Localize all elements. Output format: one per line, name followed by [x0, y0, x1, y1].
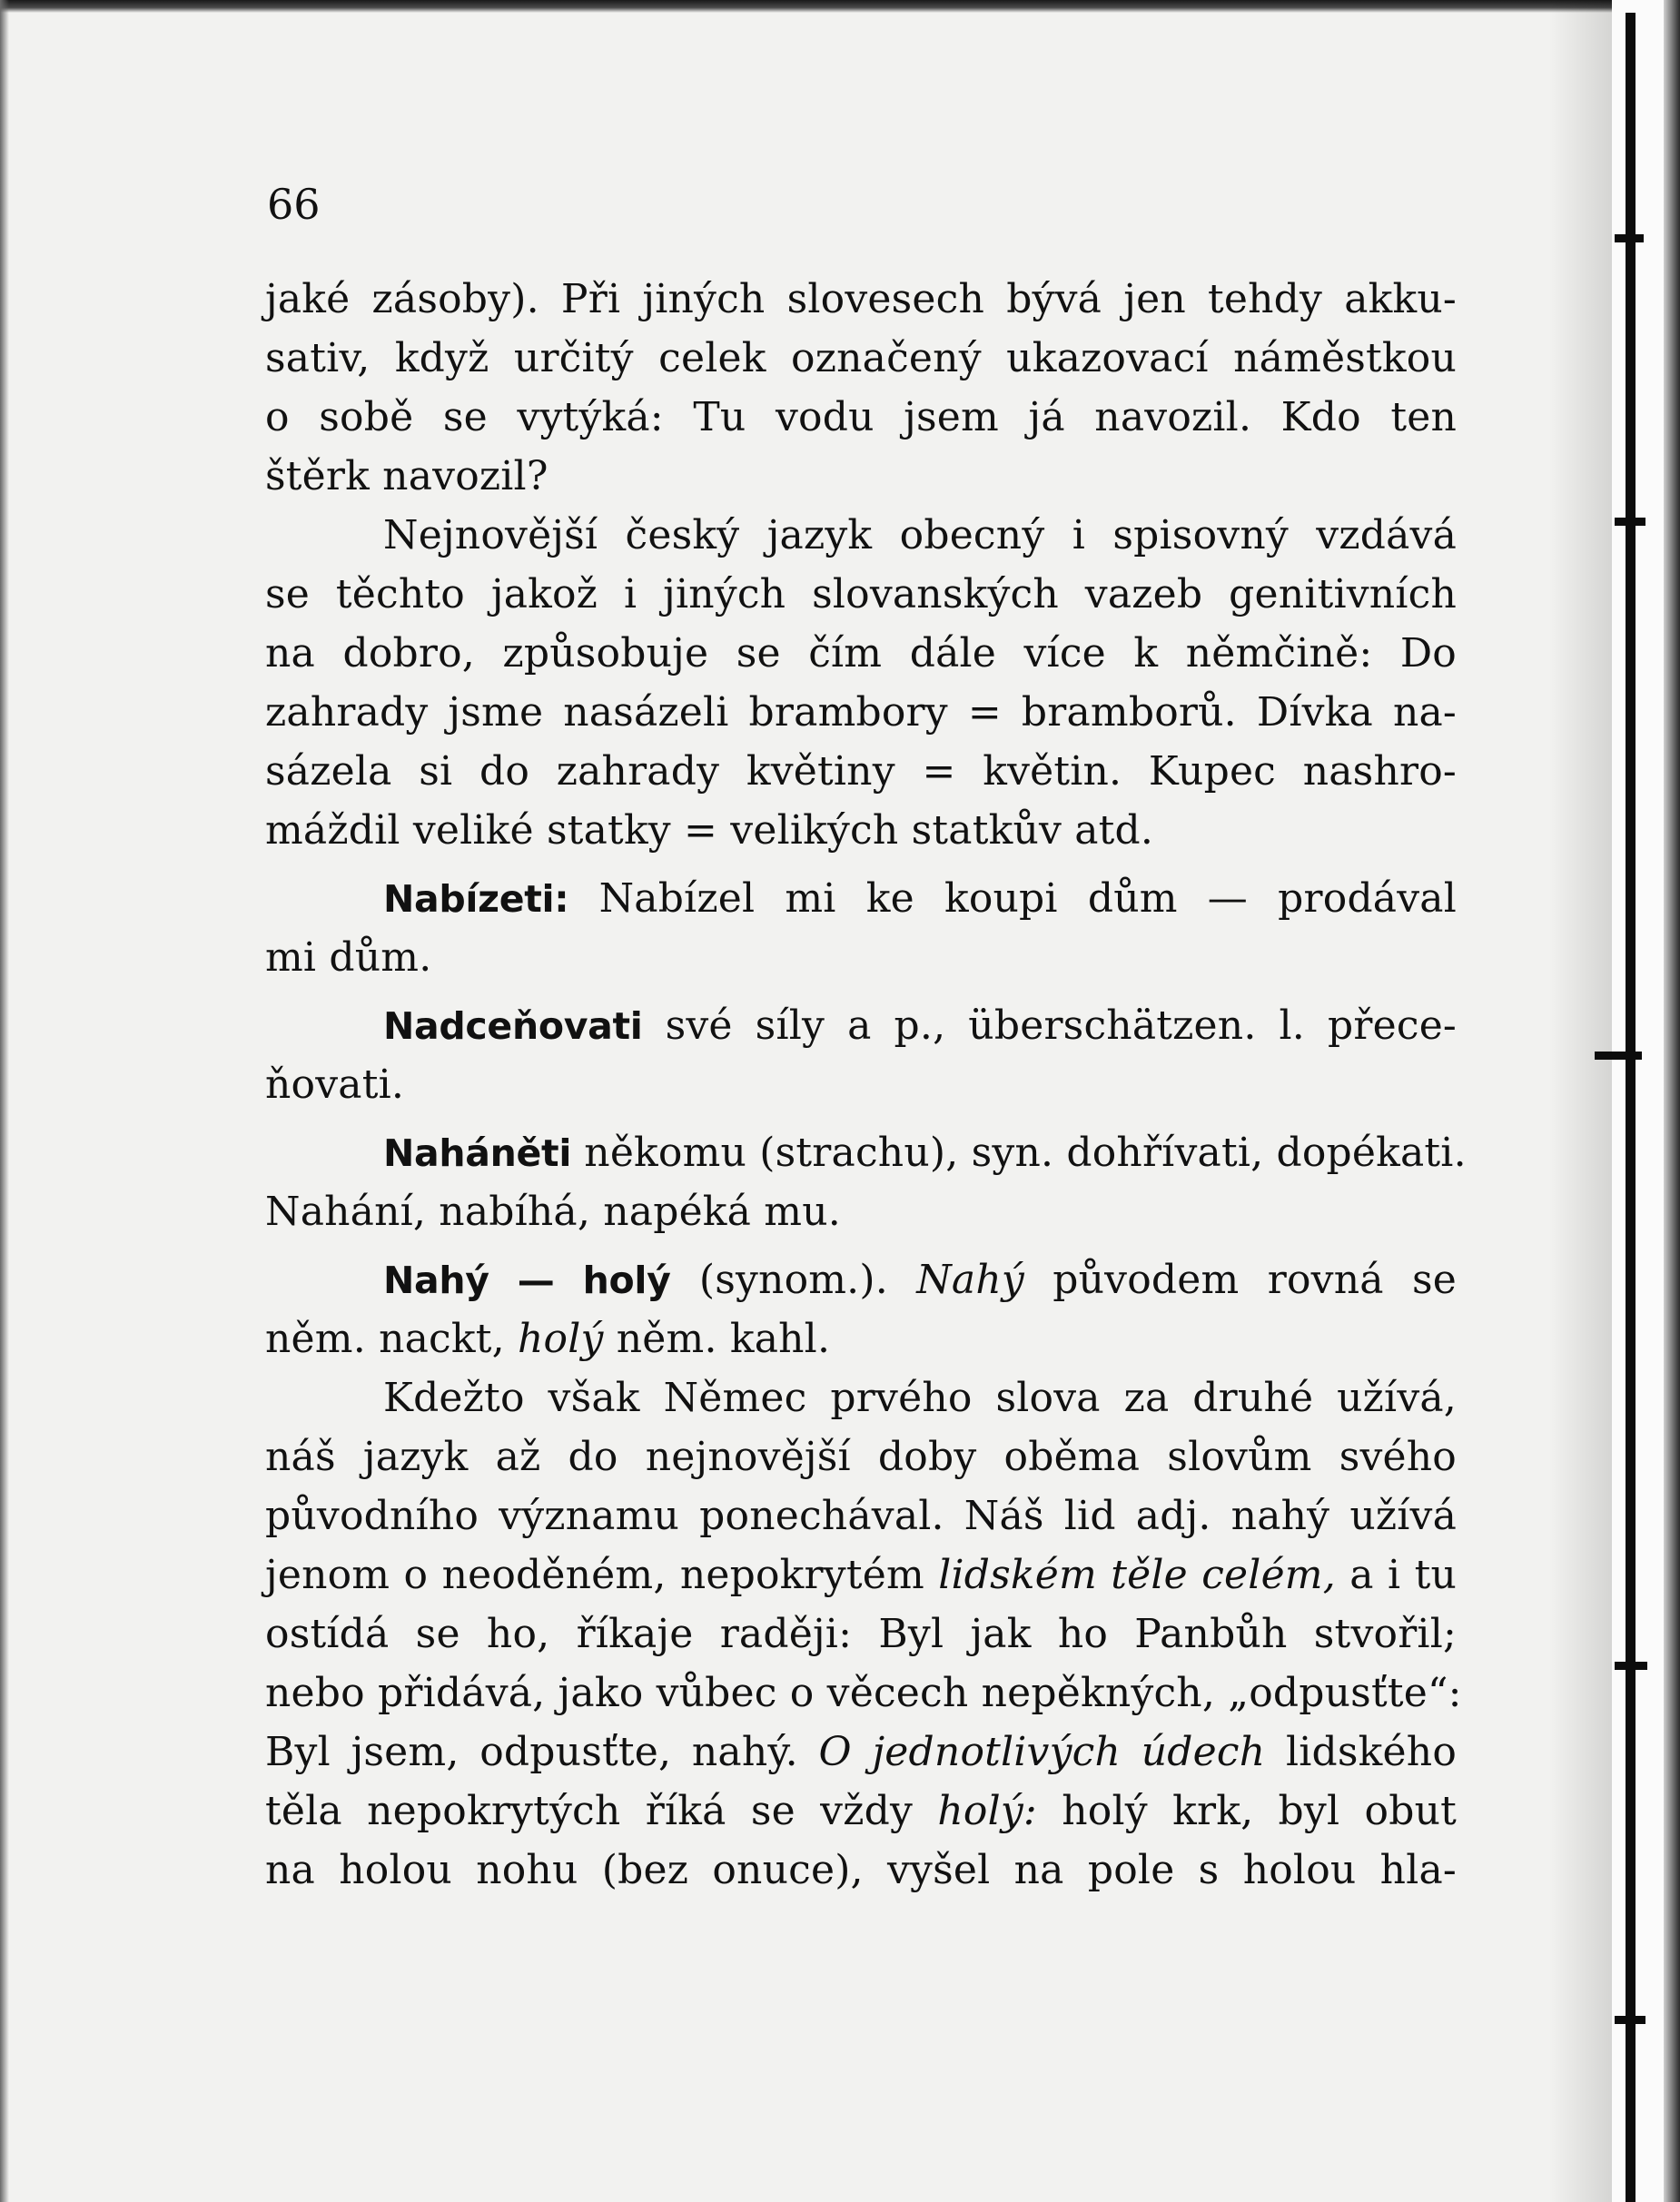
binding-tick — [1615, 2016, 1645, 2024]
text-line — [265, 447, 1457, 506]
line-text: holý krk, byl obut — [1062, 1788, 1458, 1834]
line-text: Byl jsem, odpusťte, nahý. — [265, 1729, 798, 1775]
entry-headword: Naháněti — [383, 1131, 572, 1175]
line-text: na dobro, způsobuje se čím dále více k němčině: Do — [265, 630, 1457, 676]
text-line — [265, 506, 1457, 565]
line-text: někomu (strachu), syn. dohřívati, dopékati. — [584, 1130, 1467, 1176]
dictionary-entry-nadcenovati — [265, 996, 1457, 1055]
line-text: na holou nohu (bez onuce), vyšel na pole s holou hla- — [265, 1847, 1457, 1893]
gutter-shadow — [1548, 0, 1612, 2202]
line-text: štěrk navozil? — [265, 453, 548, 499]
text-line — [265, 624, 1457, 683]
text-line — [265, 1427, 1457, 1486]
binding-tick — [1615, 234, 1644, 242]
text-line — [265, 1182, 1457, 1241]
binding-tick — [1615, 1662, 1647, 1670]
dictionary-entry-nahy-holy — [265, 1250, 1457, 1309]
line-text: náš jazyk až do nejnovější doby oběma slovům svého — [265, 1434, 1457, 1480]
text-line — [265, 1605, 1457, 1664]
binding-tick — [1615, 518, 1645, 526]
italic-term: holý: — [937, 1788, 1037, 1834]
text-line — [265, 270, 1457, 329]
line-text: něm. nackt, — [265, 1316, 505, 1362]
line-text: své síly a p., überschätzen. l. přece- — [665, 1002, 1458, 1049]
text-line — [265, 928, 1457, 987]
binding-outer-edge — [1664, 0, 1680, 2202]
line-text: Nahání, nabíhá, napéká mu. — [265, 1189, 841, 1235]
page-number: 66 — [267, 180, 321, 229]
line-text: máždil veliké statky = velikých statkův atd. — [265, 807, 1154, 854]
text-line — [265, 742, 1457, 801]
page-top-edge — [0, 0, 1680, 13]
line-text: Nejnovější český jazyk obecný i spisovný vzdává — [383, 512, 1457, 558]
dictionary-entry-nabizeti — [265, 869, 1457, 928]
text-line — [265, 1841, 1457, 1900]
binding-tick — [1595, 1052, 1642, 1060]
text-line — [265, 1723, 1457, 1782]
entry-headword: Nabízeti: — [383, 877, 569, 921]
text-line — [265, 565, 1457, 624]
text-line — [265, 1486, 1457, 1545]
text-line — [265, 329, 1457, 388]
text-line — [265, 683, 1457, 742]
line-text: Nabízel mi ke koupi dům — prodával — [598, 875, 1458, 922]
line-text: ňovati. — [265, 1062, 405, 1108]
line-text: původního významu ponechával. Náš lid adj. nahý užívá — [265, 1493, 1457, 1539]
line-text: jenom o neoděném, nepokrytém — [265, 1552, 924, 1598]
italic-term: Nahý — [916, 1257, 1024, 1303]
line-text: o sobě se vytýká: Tu vodu jsem já navozil. Kdo ten — [265, 394, 1457, 440]
line-text: se těchto jakož i jiných slovanských vazeb genitivních — [265, 571, 1457, 617]
text-line — [265, 1309, 1457, 1368]
entry-headword: Nahý — holý — [383, 1259, 671, 1302]
italic-term: O jednotlivých údech — [818, 1729, 1266, 1775]
line-text: jaké zásoby). Při jiných slovesech bývá jen tehdy akku- — [265, 276, 1457, 322]
line-text: mi dům. — [265, 934, 432, 981]
text-line — [265, 801, 1457, 860]
text-line — [265, 1368, 1457, 1427]
text-line — [265, 1545, 1457, 1605]
line-text: lidského — [1285, 1729, 1458, 1775]
italic-term: holý — [518, 1316, 604, 1362]
line-text: nebo přidává, jako vůbec o věcech nepěkných, „odpusťte“: — [265, 1670, 1462, 1716]
line-text: Kdežto však Němec prvého slova za druhé užívá, — [383, 1375, 1457, 1421]
text-line — [265, 1782, 1457, 1841]
line-text: (synom.). — [698, 1257, 888, 1303]
binding-rule — [1626, 13, 1636, 2202]
line-text: něm. kahl. — [616, 1316, 831, 1362]
italic-term: lidském těle celém, — [938, 1552, 1336, 1598]
line-text: ostídá se ho, říkaje raději: Byl jak ho Panbůh stvořil; — [265, 1611, 1457, 1657]
line-text: sázela si do zahrady květiny = květin. Kupec nashro- — [265, 748, 1457, 795]
line-text: zahrady jsme nasázeli brambory = bramborů. Dívka na- — [265, 689, 1457, 736]
line-text: a i tu — [1349, 1552, 1458, 1598]
text-line — [265, 1664, 1462, 1723]
page-left-edge — [0, 0, 9, 2202]
line-text: těla nepokrytých říká se vždy — [265, 1788, 914, 1834]
line-text: původem rovná se — [1052, 1257, 1458, 1303]
body-text — [265, 270, 1467, 1900]
entry-headword: Nadceňovati — [383, 1004, 643, 1048]
dictionary-entry-nahaneti — [265, 1123, 1467, 1182]
text-line — [265, 388, 1457, 447]
text-line — [265, 1055, 1457, 1114]
line-text: sativ, když určitý celek označený ukazovací náměstkou — [265, 335, 1457, 381]
